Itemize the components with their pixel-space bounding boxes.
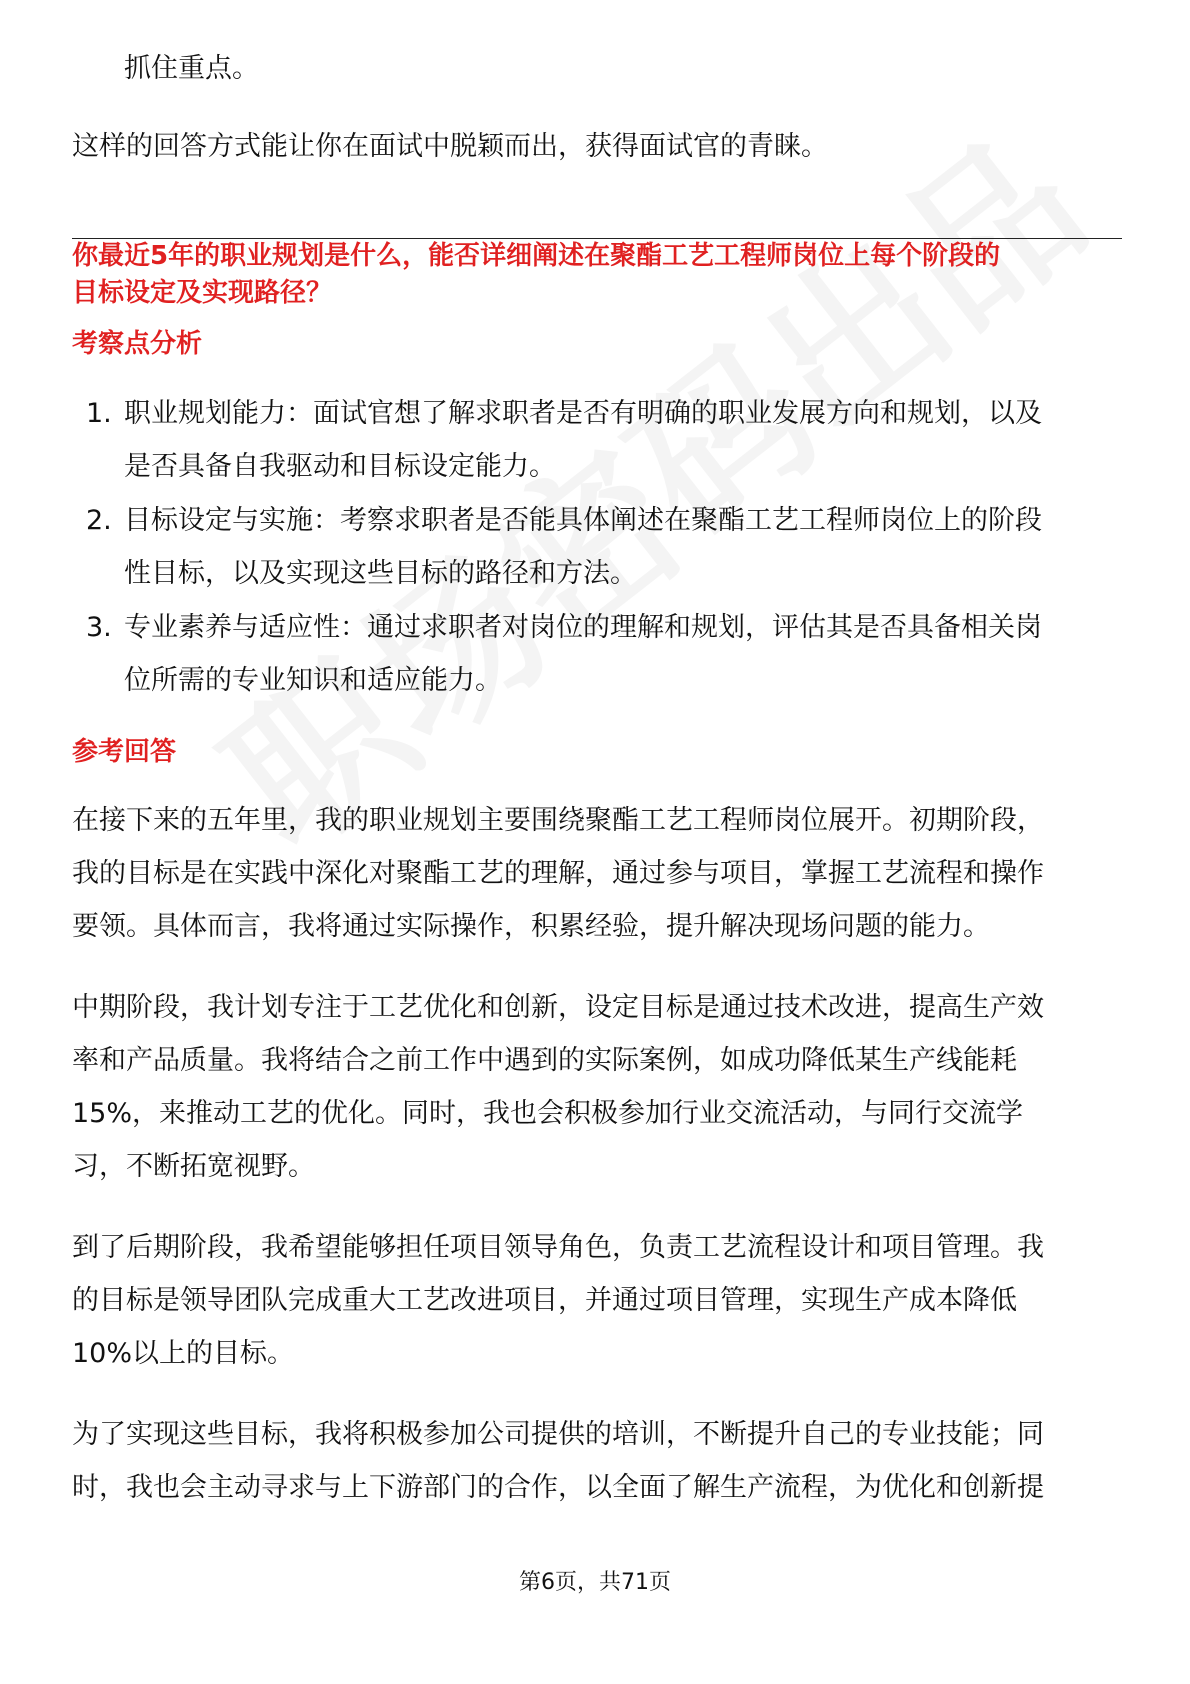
intro-line: 抓住重点。 [124,53,259,84]
answer-line: 在接下来的五年里，我的职业规划主要围绕聚酯工艺工程师岗位展开。初期阶段， [72,805,1044,836]
answer-line: 15%，来推动工艺的优化。同时，我也会积极参加行业交流活动，与同行交流学 [72,1098,1024,1129]
analysis-item-2-line-1: 目标设定与实施：考察求职者是否能具体阐述在聚酯工艺工程师岗位上的阶段 [124,505,1042,536]
analysis-heading: 考察点分析 [72,329,203,359]
answer-line: 时，我也会主动寻求与上下游部门的合作，以全面了解生产流程，为优化和创新提 [72,1472,1044,1503]
answer-line: 率和产品质量。我将结合之前工作中遇到的实际案例，如成功降低某生产线能耗 [72,1045,1017,1076]
answer-line: 中期阶段，我计划专注于工艺优化和创新，设定目标是通过技术改进，提高生产效 [72,992,1044,1023]
page-footer: 第6页，共71页 [519,1570,671,1595]
answer-line: 我的目标是在实践中深化对聚酯工艺的理解，通过参与项目，掌握工艺流程和操作 [72,858,1044,889]
answer-line: 的目标是领导团队完成重大工艺改进项目，并通过项目管理，实现生产成本降低 [72,1285,1017,1316]
answer-line: 10%以上的目标。 [72,1338,295,1369]
list-number: 2. [86,505,112,536]
answer-heading: 参考回答 [72,737,177,767]
list-number: 3. [86,612,112,643]
question-line-1: 你最近5年的职业规划是什么，能否详细阐述在聚酯工艺工程师岗位上每个阶段的 [72,241,1001,271]
analysis-item-3-line-2: 位所需的专业知识和适应能力。 [124,665,502,696]
list-number: 1. [86,398,112,429]
question-line-2: 目标设定及实现路径？ [72,278,333,308]
analysis-item-1-line-1: 职业规划能力：面试官想了解求职者是否有明确的职业发展方向和规划，以及 [124,398,1042,429]
answer-line: 为了实现这些目标，我将积极参加公司提供的培训，不断提升自己的专业技能；同 [72,1419,1044,1450]
analysis-item-2-line-2: 性目标，以及实现这些目标的路径和方法。 [124,558,637,589]
answer-line: 习，不断拓宽视野。 [72,1151,315,1182]
answer-line: 要领。具体而言，我将通过实际操作，积累经验，提升解决现场问题的能力。 [72,911,990,942]
analysis-item-3-line-1: 专业素养与适应性：通过求职者对岗位的理解和规划，评估其是否具备相关岗 [124,612,1042,643]
answer-line: 到了后期阶段，我希望能够担任项目领导角色，负责工艺流程设计和项目管理。我 [72,1232,1044,1263]
closing-sentence: 这样的回答方式能让你在面试中脱颖而出，获得面试官的青睐。 [72,131,828,162]
analysis-item-1-line-2: 是否具备自我驱动和目标设定能力。 [124,451,556,482]
